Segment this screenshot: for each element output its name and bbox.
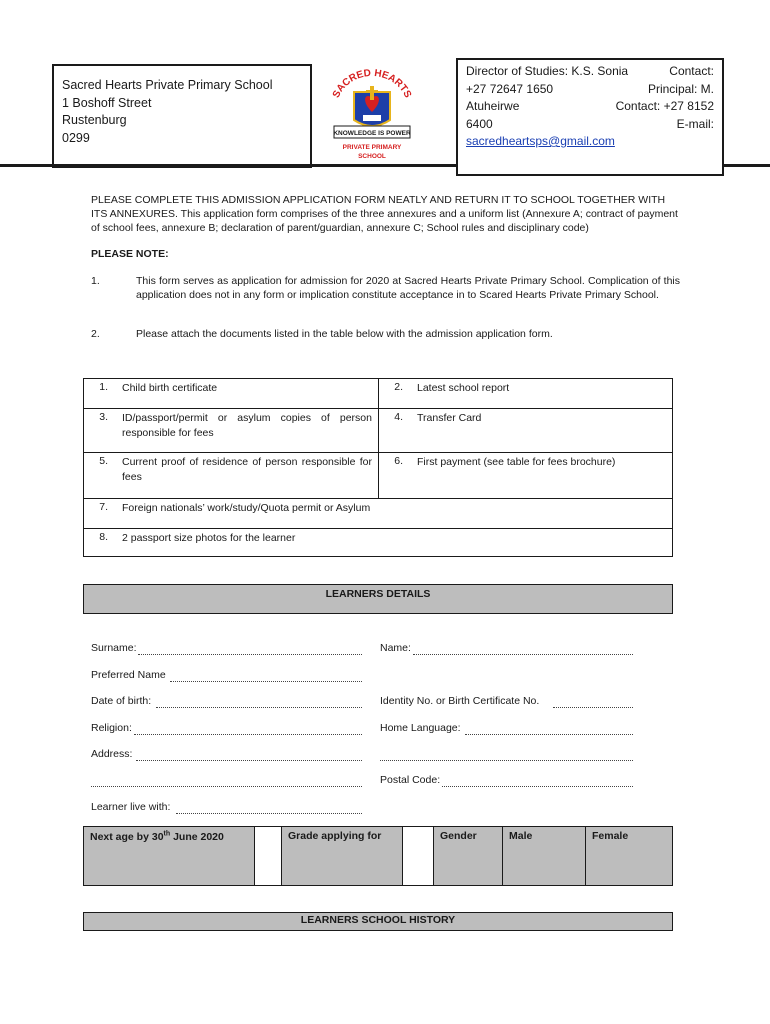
school-town: Rustenburg bbox=[62, 113, 127, 127]
document-number: 6. bbox=[394, 455, 403, 467]
document-label: Foreign nationals’ work/study/Quota permit or Asylum bbox=[122, 502, 371, 514]
contact-box bbox=[456, 58, 724, 176]
school-logo bbox=[322, 62, 422, 166]
document-number: 5. bbox=[99, 455, 108, 467]
address-input-line3[interactable] bbox=[91, 786, 362, 787]
document-label: First payment (see table for fees brochure) bbox=[417, 456, 616, 468]
note-1-text: This form serves as application for admission for 2020 at Sacred Hearts Private Primary School. Complication of this application does not in any form or implication constitute acceptance in to Scared Hearts Private Primary School. bbox=[136, 275, 680, 301]
document-number: 8. bbox=[99, 531, 108, 543]
next-age-cell bbox=[84, 827, 255, 886]
document-label: Transfer Card bbox=[417, 412, 482, 424]
logo-bottom-line1: PRIVATE PRIMARY bbox=[342, 144, 402, 151]
document-number: 2. bbox=[394, 381, 403, 393]
preferred-name-label: Preferred Name bbox=[91, 669, 166, 681]
document-label: Child birth certificate bbox=[122, 382, 218, 394]
table-row bbox=[84, 453, 673, 499]
identity-input[interactable] bbox=[553, 707, 633, 708]
name-label: Name: bbox=[380, 642, 411, 654]
document-cell bbox=[84, 499, 673, 529]
document-label: ID/passport/permit or asylum copies of person responsible for fees bbox=[122, 412, 372, 439]
surname-input[interactable] bbox=[138, 654, 362, 655]
home-language-label: Home Language: bbox=[380, 722, 461, 734]
documents-table bbox=[83, 378, 673, 557]
document-number: 4. bbox=[394, 411, 403, 423]
document-label: Latest school report bbox=[417, 382, 510, 394]
principal-label: Principal: M. bbox=[647, 81, 714, 96]
lives-with-label: Learner live with: bbox=[91, 801, 171, 813]
address-label: Address: bbox=[91, 748, 133, 760]
surname-label: Surname: bbox=[91, 642, 137, 654]
email-link[interactable]: sacredheartsps@gmail.com bbox=[466, 134, 615, 148]
female-option[interactable]: Female bbox=[586, 827, 673, 886]
table-row bbox=[84, 529, 673, 557]
school-postal-code: 0299 bbox=[62, 130, 90, 145]
gender-label: Gender bbox=[434, 827, 503, 886]
school-name: Sacred Hearts Private Primary School bbox=[62, 78, 273, 92]
director-phone: +27 72647 1650 bbox=[466, 81, 554, 96]
logo-banner: KNOWLEDGE IS POWER bbox=[333, 130, 411, 137]
email-label: E-mail: bbox=[676, 116, 714, 131]
grade-input[interactable] bbox=[403, 827, 434, 886]
age-grade-gender-table bbox=[83, 826, 673, 886]
learners-details-heading: LEARNERS DETAILS bbox=[83, 584, 673, 614]
principal-phone-end: 6400 bbox=[466, 116, 493, 131]
document-label: Current proof of residence of person responsible for fees bbox=[122, 456, 372, 483]
home-language-input[interactable] bbox=[465, 734, 633, 735]
note-2-number: 2. bbox=[91, 328, 100, 340]
contact-label: Contact: bbox=[669, 64, 714, 78]
table-row bbox=[84, 409, 673, 453]
religion-input[interactable] bbox=[134, 734, 362, 735]
table-row bbox=[84, 827, 673, 886]
name-input[interactable] bbox=[413, 654, 633, 655]
grade-label: Grade applying for bbox=[282, 827, 403, 886]
postal-code-input[interactable] bbox=[442, 786, 633, 787]
address-input-line1[interactable] bbox=[136, 760, 362, 761]
dob-input[interactable] bbox=[156, 707, 362, 708]
document-cell bbox=[84, 529, 673, 557]
logo-bottom-line2: SCHOOL bbox=[358, 153, 386, 160]
table-row bbox=[84, 379, 673, 409]
principal-contact: Contact: +27 8152 bbox=[615, 99, 714, 113]
next-age-label: Next age by 30th June 2020 bbox=[90, 830, 224, 843]
document-cell bbox=[84, 453, 379, 499]
postal-code-label: Postal Code: bbox=[380, 774, 441, 786]
director-label: Director of Studies: K.S. Sonia bbox=[466, 64, 629, 78]
note-1-number: 1. bbox=[91, 275, 100, 287]
preferred-name-input[interactable] bbox=[170, 681, 362, 682]
next-age-input[interactable] bbox=[255, 827, 282, 886]
school-street: 1 Boshoff Street bbox=[62, 95, 152, 110]
school-crest-icon bbox=[322, 62, 422, 166]
document-number: 3. bbox=[99, 411, 108, 423]
male-option[interactable]: Male bbox=[503, 827, 586, 886]
address-input-line2[interactable] bbox=[380, 760, 633, 761]
logo-top-text: SACRED HEARTS bbox=[330, 67, 414, 100]
document-number: 7. bbox=[99, 501, 108, 513]
lives-with-input[interactable] bbox=[176, 813, 362, 814]
document-cell bbox=[379, 453, 673, 499]
document-label: 2 passport size photos for the learner bbox=[122, 532, 296, 544]
school-address-box bbox=[52, 64, 312, 168]
dob-label: Date of birth: bbox=[91, 695, 152, 707]
school-history-heading: LEARNERS SCHOOL HISTORY bbox=[83, 912, 673, 931]
document-cell bbox=[379, 409, 673, 453]
document-cell bbox=[84, 409, 379, 453]
document-number: 1. bbox=[99, 381, 108, 393]
religion-label: Religion: bbox=[91, 722, 132, 734]
document-cell bbox=[379, 379, 673, 409]
identity-label: Identity No. or Birth Certificate No. bbox=[380, 695, 540, 707]
please-note-heading: PLEASE NOTE: bbox=[91, 248, 169, 260]
note-2-text: Please attach the documents listed in the table below with the admission application form. bbox=[136, 328, 553, 340]
intro-paragraph: PLEASE COMPLETE THIS ADMISSION APPLICATION FORM NEATLY AND RETURN IT TO SCHOOL TOGETHER WITH ITS ANNEXURES. This application form comprises of the three annexures and a uniform list (Annexure A; contract of payment of school fees, annexure B; declaration of parent/guardian, annexure C; School rules and disciplinary code) bbox=[91, 194, 678, 234]
table-row bbox=[84, 499, 673, 529]
document-cell bbox=[84, 379, 379, 409]
principal-name: Atuheirwe bbox=[466, 99, 520, 113]
